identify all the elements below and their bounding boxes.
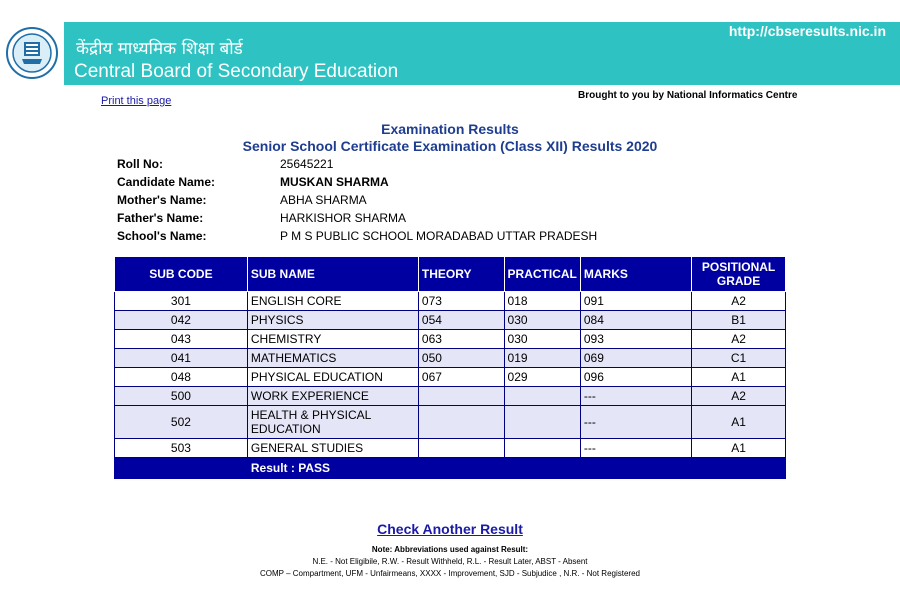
school-name-value: P M S PUBLIC SCHOOL MORADABAD UTTAR PRADESH — [280, 229, 598, 243]
header-marks: MARKS — [580, 257, 691, 292]
title-english: Central Board of Secondary Education — [74, 61, 399, 82]
sub-name-cell: PHYSICS — [247, 311, 418, 330]
table-header-row — [115, 257, 786, 292]
header-banner — [0, 22, 900, 85]
sub-name-cell: PHYSICAL EDUCATION — [247, 368, 418, 387]
roll-no-row — [117, 155, 597, 173]
practical-cell — [504, 387, 580, 406]
sub-code-cell: 041 — [115, 349, 248, 368]
marks-cell: 093 — [580, 330, 691, 349]
header-sub-code: SUB CODE — [115, 257, 248, 292]
theory-cell: 067 — [418, 368, 504, 387]
sub-code-cell: 042 — [115, 311, 248, 330]
candidate-name-label: Candidate Name: — [117, 175, 216, 189]
table-row — [115, 311, 786, 330]
table-row — [115, 368, 786, 387]
table-row — [115, 292, 786, 311]
marks-cell: --- — [580, 406, 691, 439]
grade-cell: B1 — [692, 311, 786, 330]
roll-no-label: Roll No: — [117, 157, 163, 171]
sub-name-cell: GENERAL STUDIES — [247, 439, 418, 458]
marks-cell: 069 — [580, 349, 691, 368]
sub-code-cell: 301 — [115, 292, 248, 311]
father-name-value: HARKISHOR SHARMA — [280, 211, 407, 225]
school-name-label: School's Name: — [117, 229, 207, 243]
practical-cell — [504, 406, 580, 439]
marks-table — [114, 256, 786, 479]
marks-cell: 091 — [580, 292, 691, 311]
sub-code-cell: 500 — [115, 387, 248, 406]
practical-cell: 030 — [504, 311, 580, 330]
practical-cell: 029 — [504, 368, 580, 387]
site-url[interactable]: http://cbseresults.nic.in — [728, 23, 886, 39]
notes-title: Note: Abbreviations used against Result: — [371, 545, 529, 554]
header-positional-grade: POSITIONAL GRADE — [692, 257, 786, 292]
marks-cell: --- — [580, 439, 691, 458]
print-page-link[interactable]: Print this page — [101, 95, 172, 107]
theory-cell — [418, 387, 504, 406]
table-row — [115, 406, 786, 439]
table-row — [115, 439, 786, 458]
sub-name-cell: MATHEMATICS — [247, 349, 418, 368]
header-practical: PRACTICAL — [504, 257, 580, 292]
school-name-row — [117, 227, 597, 245]
logo-container — [0, 22, 64, 85]
banner-background — [64, 22, 900, 85]
cbse-logo-icon — [5, 26, 59, 80]
marks-cell: 084 — [580, 311, 691, 330]
candidate-name-value: MUSKAN SHARMA — [280, 175, 389, 189]
sub-code-cell: 502 — [115, 406, 248, 439]
roll-no-value: 25645221 — [280, 157, 334, 171]
grade-cell: A1 — [692, 439, 786, 458]
sub-code-cell: 048 — [115, 368, 248, 387]
candidate-info — [117, 155, 597, 245]
sub-code-cell: 503 — [115, 439, 248, 458]
result-spacer — [115, 458, 248, 479]
result-row — [115, 458, 786, 479]
theory-cell: 054 — [418, 311, 504, 330]
marks-cell: --- — [580, 387, 691, 406]
table-row — [115, 349, 786, 368]
sub-code-cell: 043 — [115, 330, 248, 349]
mother-name-label: Mother's Name: — [117, 193, 207, 207]
header-sub-name: SUB NAME — [247, 257, 418, 292]
practical-cell — [504, 439, 580, 458]
mother-name-row — [117, 191, 597, 209]
candidate-name-row — [117, 173, 597, 191]
page-title: Examination Results — [381, 121, 519, 137]
theory-cell — [418, 406, 504, 439]
result-status: Result : PASS — [247, 458, 785, 479]
title-hindi: केंद्रीय माध्यमिक शिक्षा बोर्ड — [76, 39, 243, 59]
grade-cell: A2 — [692, 292, 786, 311]
sub-name-cell: WORK EXPERIENCE — [247, 387, 418, 406]
grade-cell: A2 — [692, 330, 786, 349]
practical-cell: 030 — [504, 330, 580, 349]
grade-cell: A1 — [692, 406, 786, 439]
father-name-row — [117, 209, 597, 227]
grade-cell: C1 — [692, 349, 786, 368]
practical-cell: 018 — [504, 292, 580, 311]
notes-line-2: COMP – Compartment, UFM - Unfairmeans, XXXX - Improvement, SJD - Subjudice , N.R. - Not Registered — [260, 569, 640, 578]
mother-name-value: ABHA SHARMA — [280, 193, 367, 207]
table-row — [115, 387, 786, 406]
sub-name-cell: HEALTH & PHYSICAL EDUCATION — [247, 406, 418, 439]
credit-text: Brought to you by National Informatics Centre — [578, 90, 798, 101]
check-another-result-link[interactable]: Check Another Result — [377, 521, 523, 537]
sub-name-cell: CHEMISTRY — [247, 330, 418, 349]
page-subtitle: Senior School Certificate Examination (Class XII) Results 2020 — [242, 138, 658, 154]
theory-cell: 050 — [418, 349, 504, 368]
marks-cell: 096 — [580, 368, 691, 387]
theory-cell: 073 — [418, 292, 504, 311]
theory-cell — [418, 439, 504, 458]
grade-cell: A2 — [692, 387, 786, 406]
theory-cell: 063 — [418, 330, 504, 349]
notes-line-1: N.E. - Not Eligibile, R.W. - Result Withheld, R.L. - Result Later, ABST - Absent — [312, 557, 588, 566]
sub-name-cell: ENGLISH CORE — [247, 292, 418, 311]
table-row — [115, 330, 786, 349]
father-name-label: Father's Name: — [117, 211, 204, 225]
practical-cell: 019 — [504, 349, 580, 368]
grade-cell: A1 — [692, 368, 786, 387]
header-theory: THEORY — [418, 257, 504, 292]
